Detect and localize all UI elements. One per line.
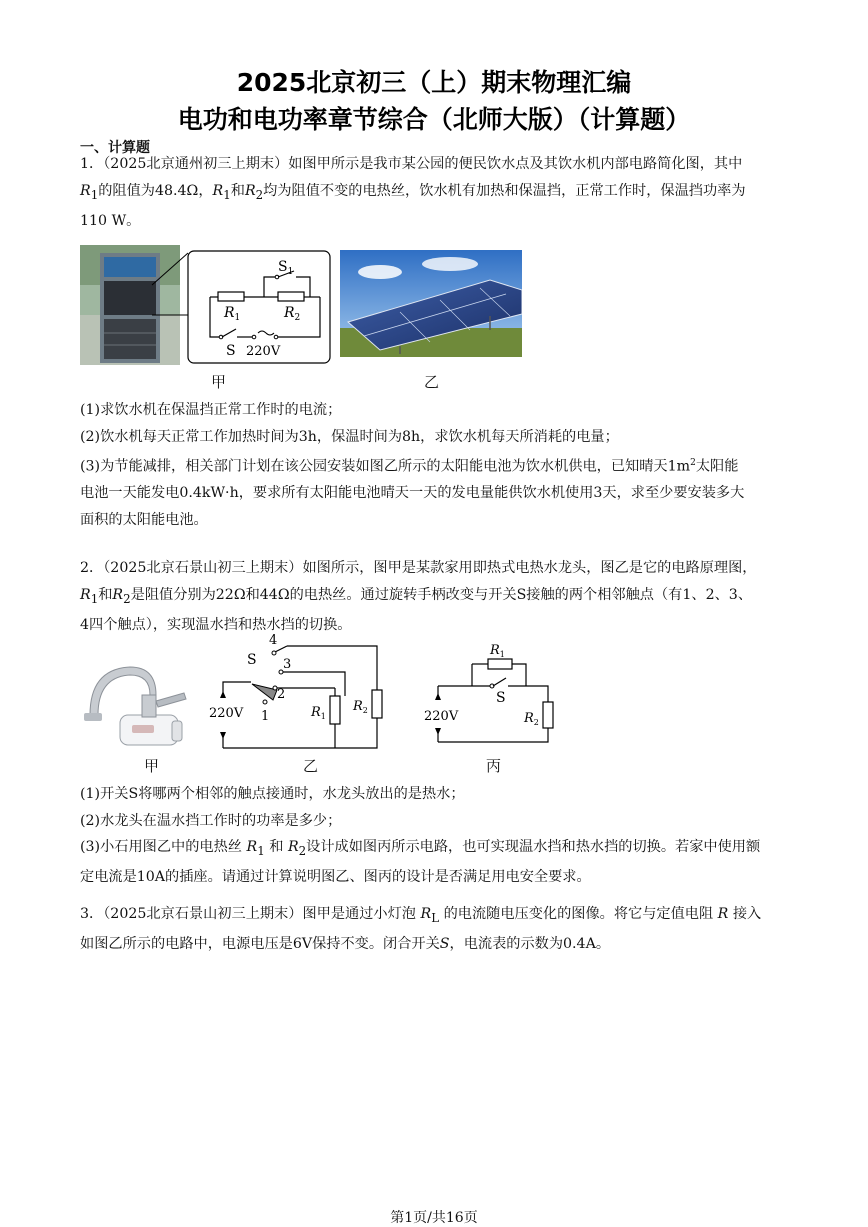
- q3-line1: 3．（2025北京石景山初三上期末）图甲是通过小灯泡 $R_L$ 的电流随电压变化的图像。将它与定值电阻 R 接入: [80, 906, 762, 925]
- q1-sub3-line2: 电池一天能发电0.4kW·h，要求所有太阳能电池晴天一天的发电量能供饮水机使用3天，求至少要安装多大: [80, 485, 745, 502]
- q2-line1: 2．（2025北京石景山初三上期末）如图所示，图甲是某款家用即热式电热水龙头，图乙是它的电路原理图，: [80, 560, 757, 576]
- solar-panel-photo: [340, 250, 522, 357]
- q2-sub3-line1: (3)小石用图乙中的电热丝 $R_1$ 和 $R_2$设计成如图丙所示电路，也可实现温水挡和热水挡的切换。若家中使用额: [80, 839, 761, 858]
- q1-caption-yi: 乙: [424, 373, 440, 391]
- q2-caption-jia: 甲: [144, 757, 160, 775]
- q1-kiosk-photo-and-circuit: [80, 245, 332, 367]
- q2-label-contact-1: 1: [261, 709, 270, 724]
- q2-bing-label-voltage: 220V: [424, 709, 459, 724]
- question-1-stem: [80, 151, 790, 234]
- question-3-stem: [80, 901, 790, 958]
- q2-sub1: (1)开关S将哪两个相邻的触点接通时，水龙头放出的是热水；: [80, 786, 465, 802]
- q2-label-r2: $R_2$: [353, 699, 368, 715]
- faucet-photo: [80, 655, 190, 755]
- q2-label-r1: $R_1$: [311, 705, 326, 721]
- q1-label-voltage: 220V: [246, 344, 281, 359]
- q2-label-s: S: [247, 652, 257, 668]
- q1-sub2: (2)饮水机每天正常工作加热时间为3h，保温时间为8h，求饮水机每天所消耗的电量；: [80, 428, 619, 445]
- q3-line2: 如图乙所示的电路中，电源电压是6V保持不变。闭合开关S，电流表的示数为0.4A。: [80, 936, 611, 953]
- q2-figure-jia: [80, 655, 190, 755]
- q1-label-r1: $R_1$: [224, 305, 241, 323]
- q1-line3: 110 W。: [80, 212, 141, 229]
- question-2-stem: [80, 555, 790, 638]
- q2-sub2: (2)水龙头在温水挡工作时的功率是多少；: [80, 812, 342, 829]
- section-heading: 一、计算题: [80, 140, 150, 156]
- page-subtitle: 电功和电功率章节综合（北师大版）（计算题）: [177, 105, 691, 134]
- q1-label-s: S: [226, 343, 236, 359]
- q2-caption-yi: 乙: [303, 757, 319, 775]
- q1-caption-jia: 甲: [211, 373, 227, 391]
- q2-caption-bing: 丙: [486, 757, 502, 775]
- q1-subquestions: [80, 397, 790, 533]
- q2-circuit-bing: [420, 640, 560, 750]
- q2-subquestions: [80, 781, 790, 891]
- q2-line3: 4四个触点），实现温水挡和热水挡的切换。: [80, 616, 352, 633]
- q2-bing-label-r2: $R_2$: [524, 711, 539, 727]
- q1-line1: 1．（2025北京通州初三上期末）如图甲所示是我市某公园的便民饮水点及其饮水机内部电路简化图，其中: [80, 156, 743, 172]
- q2-circuit-yi: [205, 632, 390, 752]
- q1-line2: $R_1$的阻值为48.4Ω，$R_1$和$R_2$均为阻值不变的电热丝，饮水机有加热和保温挡，正常工作时，保温挡功率为: [80, 182, 746, 202]
- q1-sub3-line3: 面积的太阳能电池。: [80, 511, 208, 528]
- page-title: 2025北京初三（上）期末物理汇编: [236, 68, 632, 97]
- q2-label-contact-4: 4: [269, 633, 278, 648]
- q2-figure-yi: [205, 632, 390, 752]
- q2-bing-label-s: S: [496, 690, 506, 706]
- q2-label-voltage: 220V: [209, 706, 244, 721]
- q2-bing-label-r1: $R_1$: [490, 643, 505, 659]
- q1-figure-yi: [340, 250, 522, 357]
- q2-label-contact-3: 3: [283, 657, 292, 672]
- q1-figure-jia: [80, 245, 332, 367]
- q1-label-r2: $R_2$: [284, 305, 301, 323]
- q1-sub3-line1: (3)为节能减排，相关部门计划在该公园安装如图乙所示的太阳能电池为饮水机供电，已知晴天$1m^2$太阳能: [80, 458, 739, 475]
- q2-line2: $R_1$和$R_2$是阻值分别为22Ω和44Ω的电热丝。通过旋转手柄改变与开关S接触的两个相邻触点（有1、2、3、: [80, 586, 753, 606]
- page-footer: 第1页/共16页: [390, 1210, 478, 1226]
- q2-sub3-line2: 定电流是10A的插座。请通过计算说明图乙、图丙的设计是否满足用电安全要求。: [80, 869, 591, 886]
- q2-label-contact-2: 2: [277, 687, 286, 702]
- q1-label-s1: $S_1$: [278, 259, 294, 277]
- q1-sub1: (1)求饮水机在保温挡正常工作时的电流；: [80, 402, 342, 418]
- q2-figure-bing: [420, 640, 560, 750]
